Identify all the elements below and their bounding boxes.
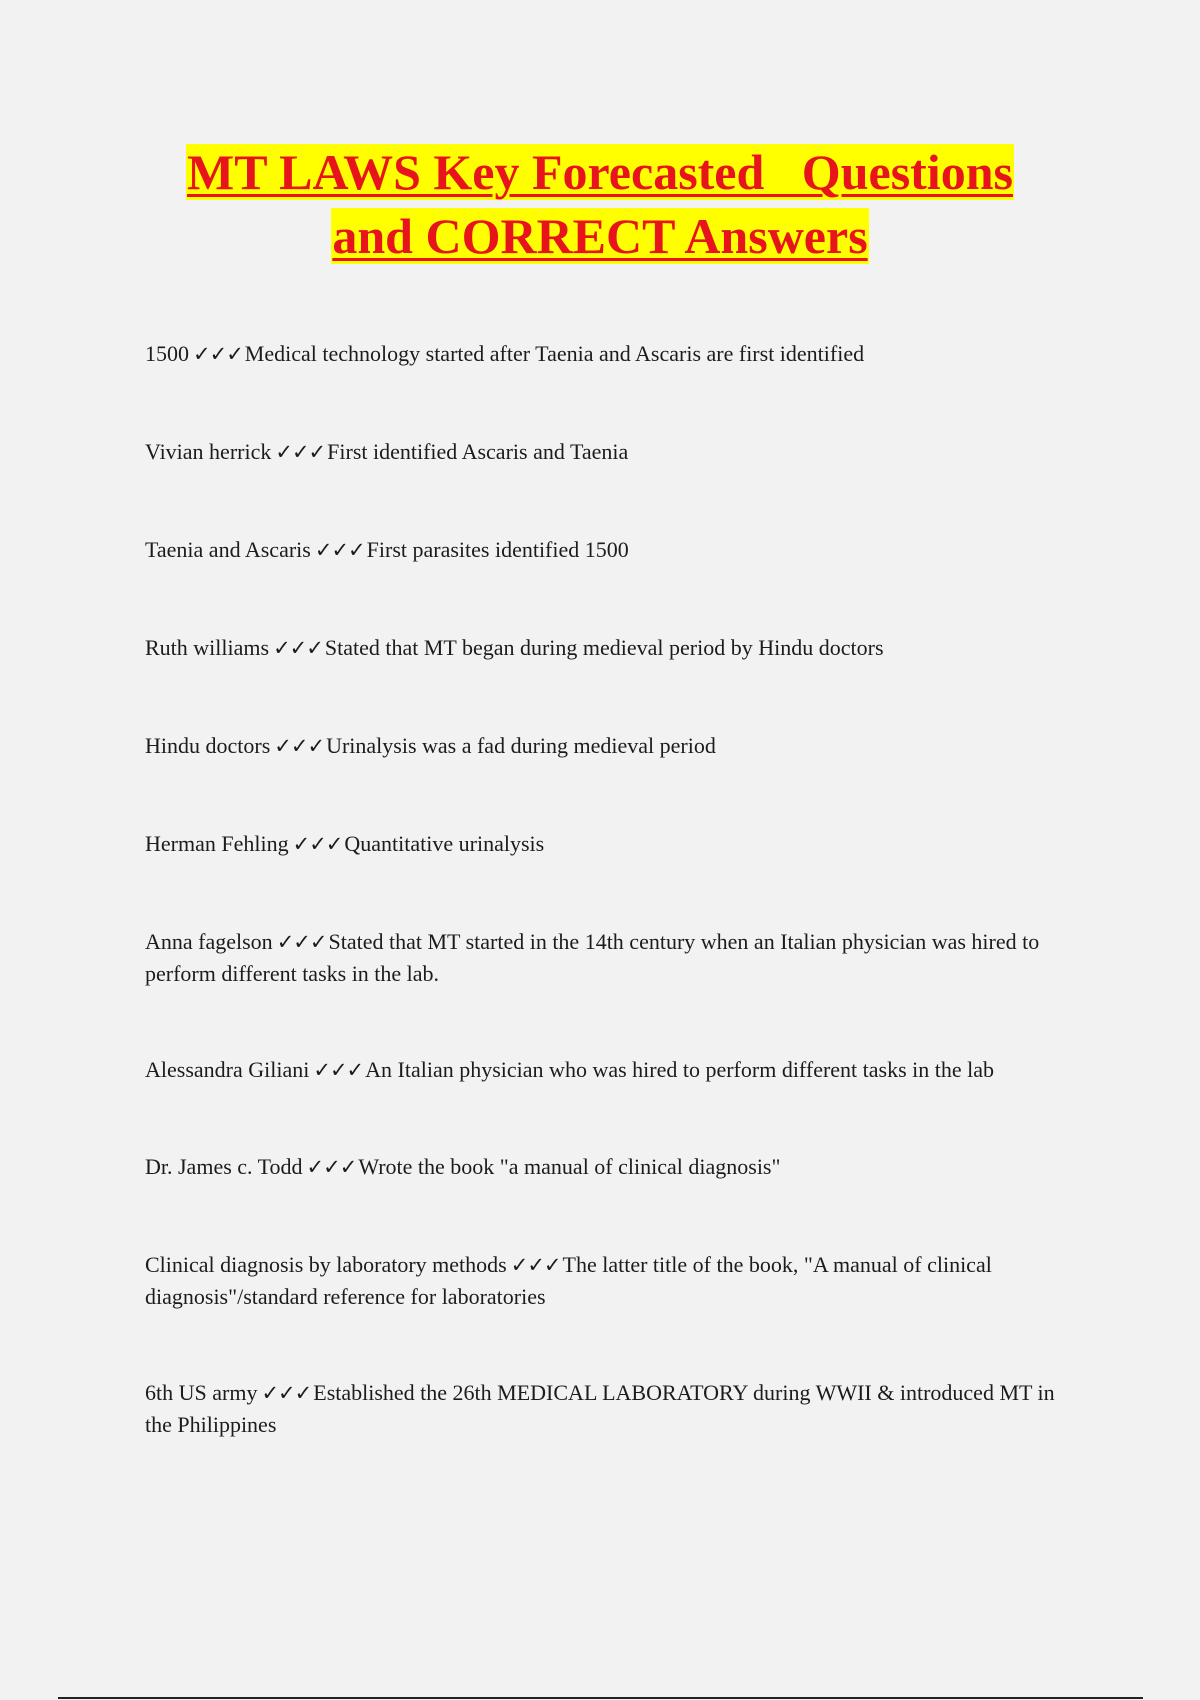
title-line-2: and CORRECT Answers xyxy=(332,208,868,264)
entry-definition: Medical technology started after Taenia and Ascaris are first identified xyxy=(244,341,865,366)
entry-term: Anna fagelson xyxy=(145,929,273,954)
entry-term: 6th US army xyxy=(145,1380,258,1405)
checkmark-icon: ✓✓✓ xyxy=(314,538,365,562)
entry-definition: First identified Ascaris and Taenia xyxy=(327,439,629,464)
qa-entry xyxy=(145,730,1065,762)
entry-term: Hindu doctors xyxy=(145,733,271,758)
qa-entry xyxy=(145,436,1065,468)
entry-definition: Stated that MT began during medieval period by Hindu doctors xyxy=(324,635,884,660)
qa-entry xyxy=(145,1249,1065,1312)
checkmark-icon: ✓✓✓ xyxy=(274,734,325,758)
entry-definition: Wrote the book "a manual of clinical diagnosis" xyxy=(358,1154,781,1179)
qa-entry xyxy=(145,534,1065,566)
checkmark-icon: ✓✓✓ xyxy=(193,342,243,366)
qa-list xyxy=(145,338,1065,1440)
entry-definition: An Italian physician who was hired to perform different tasks in the lab xyxy=(365,1057,995,1082)
checkmark-icon: ✓✓✓ xyxy=(510,1253,561,1277)
qa-entry xyxy=(145,1151,1065,1183)
document-title xyxy=(60,140,1140,268)
checkmark-icon: ✓✓✓ xyxy=(275,440,326,464)
qa-entry xyxy=(145,1054,1065,1086)
entry-term: Alessandra Giliani xyxy=(145,1057,310,1082)
entry-term: Clinical diagnosis by laboratory methods xyxy=(145,1252,507,1277)
checkmark-icon: ✓✓✓ xyxy=(306,1155,357,1179)
entry-definition: The latter title of the book, "A manual of clinical diagnosis"/standard reference for laboratories xyxy=(145,1252,992,1309)
checkmark-icon: ✓✓✓ xyxy=(273,636,323,660)
title-line-1: MT LAWS Key Forecasted Questions xyxy=(187,144,1013,200)
checkmark-icon: ✓✓✓ xyxy=(261,1381,312,1405)
entry-term: Taenia and Ascaris xyxy=(145,537,311,562)
qa-entry xyxy=(145,1377,1065,1440)
checkmark-icon: ✓✓✓ xyxy=(292,832,343,856)
checkmark-icon: ✓✓✓ xyxy=(313,1058,364,1082)
entry-definition: Stated that MT started in the 14th century when an Italian physician was hired to perform different tasks in the lab. xyxy=(145,929,1040,986)
entry-term: Dr. James c. Todd xyxy=(145,1154,303,1179)
entry-term: Herman Fehling xyxy=(145,831,289,856)
entry-definition: First parasites identified 1500 xyxy=(366,537,629,562)
entry-definition: Quantitative urinalysis xyxy=(344,831,545,856)
entry-definition: Established the 26th MEDICAL LABORATORY during WWII & introduced MT in the Philippines xyxy=(145,1380,1055,1437)
entry-definition: Urinalysis was a fad during medieval period xyxy=(326,733,716,758)
qa-entry xyxy=(145,632,1065,664)
qa-entry xyxy=(145,926,1065,989)
qa-entry xyxy=(145,828,1065,860)
entry-term: 1500 xyxy=(145,341,189,366)
checkmark-icon: ✓✓✓ xyxy=(276,930,327,954)
page-bottom-divider xyxy=(58,1697,1143,1699)
entry-term: Ruth williams xyxy=(145,635,270,660)
entry-term: Vivian herrick xyxy=(145,439,272,464)
qa-entry xyxy=(145,338,1065,370)
